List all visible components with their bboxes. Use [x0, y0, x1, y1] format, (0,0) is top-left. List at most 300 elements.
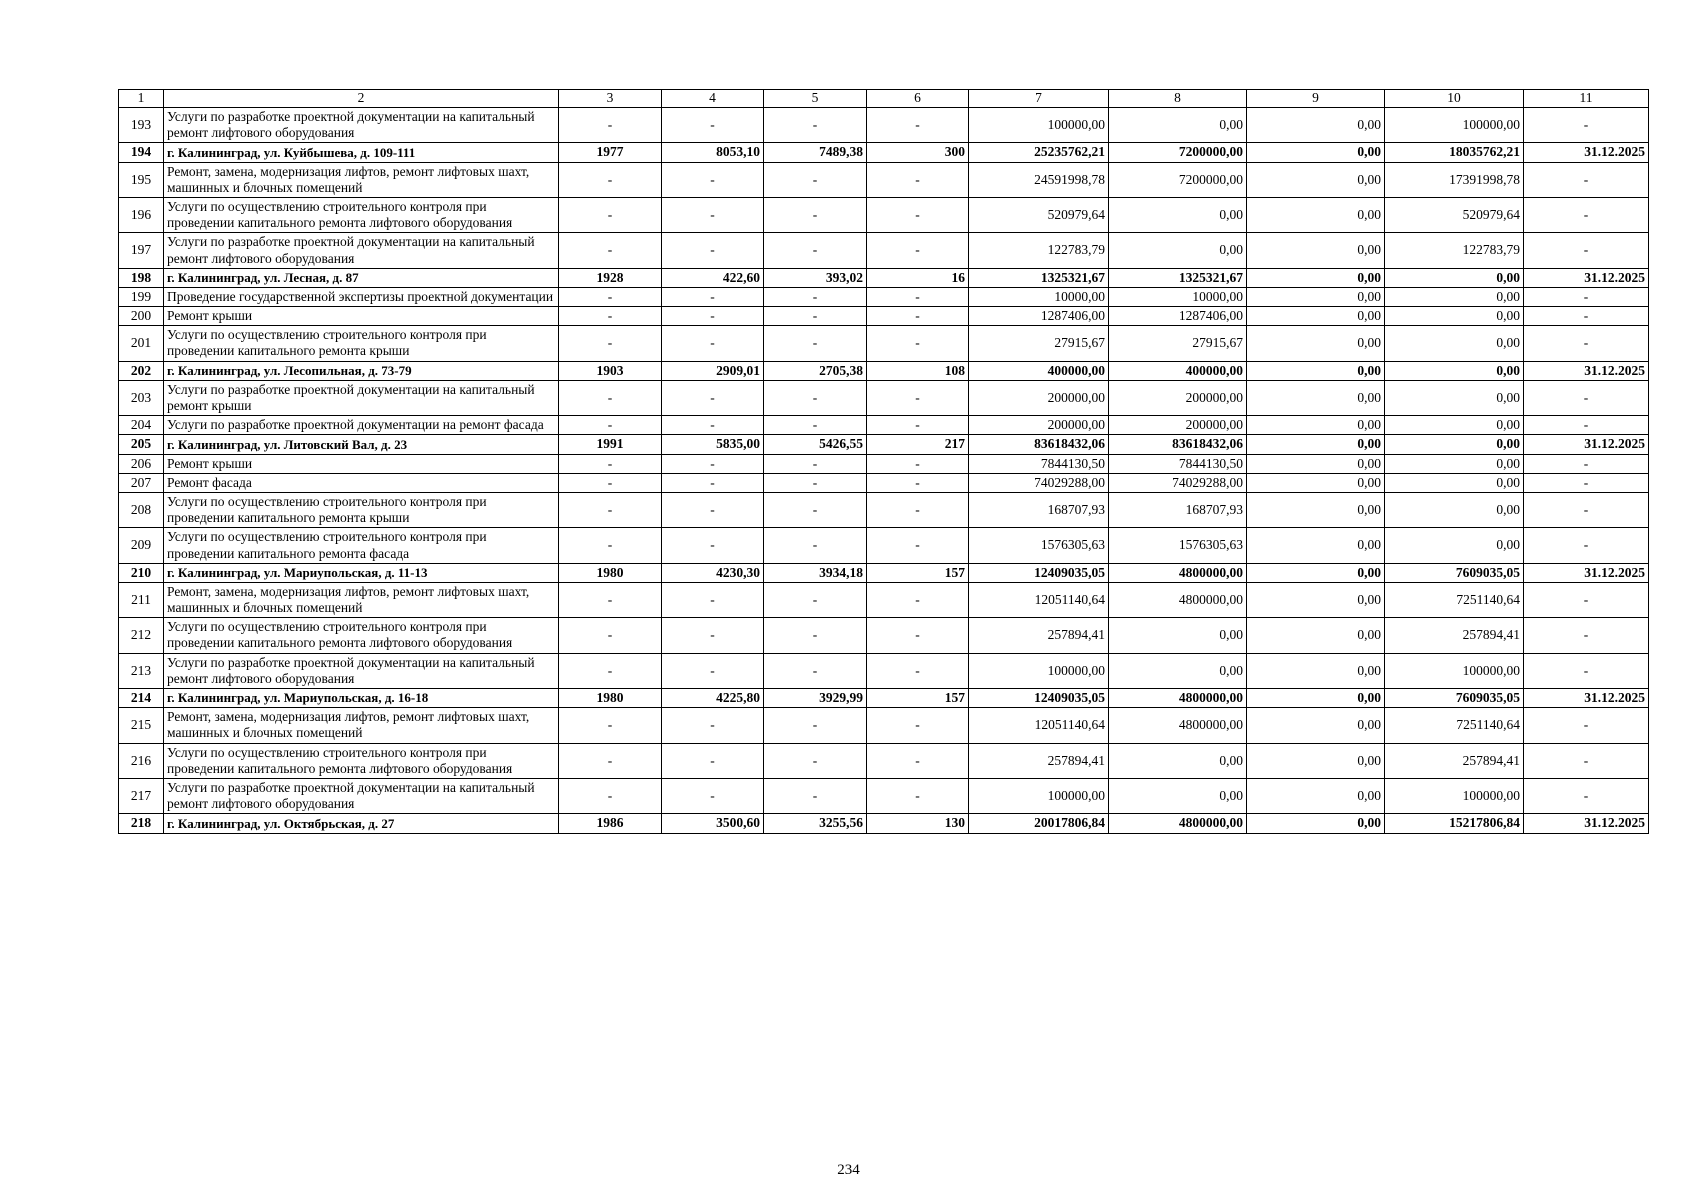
- budget-amount-cell: 0,00: [1247, 435, 1385, 454]
- owner-amount-cell: 0,00: [1385, 361, 1524, 380]
- total-cost-cell: 12051140,64: [969, 582, 1109, 617]
- description-cell: Услуги по осуществлению строительного контроля при проведении капитального ремонта крыши: [164, 492, 559, 527]
- owner-amount-cell: 0,00: [1385, 454, 1524, 473]
- area-living-cell: -: [764, 416, 867, 435]
- row-number-cell: 214: [119, 689, 164, 708]
- residents-cell: -: [867, 197, 969, 232]
- residents-cell: -: [867, 108, 969, 143]
- deadline-cell: -: [1524, 307, 1649, 326]
- description-cell: Услуги по осуществлению строительного контроля при проведении капитального ремонта лифтового оборудования: [164, 197, 559, 232]
- owner-amount-cell: 0,00: [1385, 307, 1524, 326]
- area-living-cell: -: [764, 326, 867, 361]
- area-living-cell: -: [764, 307, 867, 326]
- description-cell: Услуги по осуществлению строительного контроля при проведении капитального ремонта крыши: [164, 326, 559, 361]
- year-built-cell: -: [559, 778, 662, 813]
- area-living-cell: 393,02: [764, 268, 867, 287]
- residents-cell: 217: [867, 435, 969, 454]
- budget-amount-cell: 0,00: [1247, 618, 1385, 653]
- deadline-cell: -: [1524, 618, 1649, 653]
- budget-amount-cell: 0,00: [1247, 778, 1385, 813]
- deadline-cell: 31.12.2025: [1524, 268, 1649, 287]
- area-living-cell: 7489,38: [764, 143, 867, 162]
- fund-amount-cell: 1576305,63: [1109, 528, 1247, 563]
- budget-amount-cell: 0,00: [1247, 162, 1385, 197]
- total-cost-cell: 257894,41: [969, 618, 1109, 653]
- address-row: [119, 435, 1649, 454]
- description-cell: г. Калининград, ул. Литовский Вал, д. 23: [164, 435, 559, 454]
- table-row: [119, 307, 1649, 326]
- header-row: [119, 90, 1649, 108]
- table-row: [119, 492, 1649, 527]
- table-row: [119, 528, 1649, 563]
- year-built-cell: -: [559, 454, 662, 473]
- fund-amount-cell: 7844130,50: [1109, 454, 1247, 473]
- address-row: [119, 143, 1649, 162]
- fund-amount-cell: 0,00: [1109, 233, 1247, 268]
- total-cost-cell: 400000,00: [969, 361, 1109, 380]
- area-living-cell: -: [764, 108, 867, 143]
- residents-cell: -: [867, 778, 969, 813]
- row-number-cell: 205: [119, 435, 164, 454]
- area-living-cell: -: [764, 380, 867, 415]
- deadline-cell: 31.12.2025: [1524, 689, 1649, 708]
- owner-amount-cell: 0,00: [1385, 473, 1524, 492]
- owner-amount-cell: 0,00: [1385, 416, 1524, 435]
- total-cost-cell: 12409035,05: [969, 563, 1109, 582]
- owner-amount-cell: 0,00: [1385, 528, 1524, 563]
- area-total-cell: -: [662, 528, 764, 563]
- year-built-cell: -: [559, 743, 662, 778]
- table-row: [119, 326, 1649, 361]
- area-living-cell: -: [764, 492, 867, 527]
- description-cell: г. Калининград, ул. Мариупольская, д. 16-18: [164, 689, 559, 708]
- owner-amount-cell: 0,00: [1385, 492, 1524, 527]
- deadline-cell: -: [1524, 326, 1649, 361]
- area-total-cell: -: [662, 454, 764, 473]
- description-cell: Ремонт фасада: [164, 473, 559, 492]
- area-total-cell: -: [662, 653, 764, 688]
- header-cell-9: 9: [1247, 90, 1385, 108]
- row-number-cell: 203: [119, 380, 164, 415]
- year-built-cell: -: [559, 108, 662, 143]
- table-row: [119, 743, 1649, 778]
- row-number-cell: 208: [119, 492, 164, 527]
- budget-amount-cell: 0,00: [1247, 743, 1385, 778]
- budget-amount-cell: 0,00: [1247, 689, 1385, 708]
- area-living-cell: 3934,18: [764, 563, 867, 582]
- total-cost-cell: 12051140,64: [969, 708, 1109, 743]
- area-living-cell: -: [764, 743, 867, 778]
- total-cost-cell: 122783,79: [969, 233, 1109, 268]
- budget-table: [118, 89, 1649, 834]
- fund-amount-cell: 0,00: [1109, 778, 1247, 813]
- residents-cell: -: [867, 454, 969, 473]
- description-cell: Ремонт крыши: [164, 454, 559, 473]
- deadline-cell: -: [1524, 743, 1649, 778]
- area-living-cell: -: [764, 778, 867, 813]
- budget-amount-cell: 0,00: [1247, 268, 1385, 287]
- header-cell-8: 8: [1109, 90, 1247, 108]
- total-cost-cell: 200000,00: [969, 416, 1109, 435]
- budget-amount-cell: 0,00: [1247, 307, 1385, 326]
- description-cell: г. Калининград, ул. Куйбышева, д. 109-111: [164, 143, 559, 162]
- row-number-cell: 210: [119, 563, 164, 582]
- description-cell: г. Калининград, ул. Лесная, д. 87: [164, 268, 559, 287]
- budget-amount-cell: 0,00: [1247, 287, 1385, 306]
- description-cell: Проведение государственной экспертизы проектной документации: [164, 287, 559, 306]
- deadline-cell: -: [1524, 233, 1649, 268]
- area-total-cell: 3500,60: [662, 814, 764, 833]
- row-number-cell: 193: [119, 108, 164, 143]
- residents-cell: 130: [867, 814, 969, 833]
- row-number-cell: 215: [119, 708, 164, 743]
- fund-amount-cell: 7200000,00: [1109, 143, 1247, 162]
- total-cost-cell: 12409035,05: [969, 689, 1109, 708]
- area-total-cell: -: [662, 108, 764, 143]
- header-cell-6: 6: [867, 90, 969, 108]
- fund-amount-cell: 400000,00: [1109, 361, 1247, 380]
- description-cell: Услуги по разработке проектной документации на капитальный ремонт крыши: [164, 380, 559, 415]
- total-cost-cell: 200000,00: [969, 380, 1109, 415]
- fund-amount-cell: 0,00: [1109, 197, 1247, 232]
- year-built-cell: -: [559, 416, 662, 435]
- owner-amount-cell: 17391998,78: [1385, 162, 1524, 197]
- deadline-cell: -: [1524, 582, 1649, 617]
- residents-cell: -: [867, 307, 969, 326]
- table-row: [119, 653, 1649, 688]
- area-living-cell: -: [764, 528, 867, 563]
- total-cost-cell: 24591998,78: [969, 162, 1109, 197]
- deadline-cell: 31.12.2025: [1524, 143, 1649, 162]
- budget-amount-cell: 0,00: [1247, 108, 1385, 143]
- fund-amount-cell: 0,00: [1109, 653, 1247, 688]
- description-cell: Ремонт, замена, модернизация лифтов, ремонт лифтовых шахт, машинных и блочных помещений: [164, 582, 559, 617]
- description-cell: Услуги по разработке проектной документации на капитальный ремонт лифтового оборудования: [164, 778, 559, 813]
- owner-amount-cell: 257894,41: [1385, 618, 1524, 653]
- owner-amount-cell: 0,00: [1385, 326, 1524, 361]
- year-built-cell: -: [559, 582, 662, 617]
- header-cell-5: 5: [764, 90, 867, 108]
- row-number-cell: 197: [119, 233, 164, 268]
- row-number-cell: 194: [119, 143, 164, 162]
- budget-amount-cell: 0,00: [1247, 582, 1385, 617]
- residents-cell: 157: [867, 563, 969, 582]
- description-cell: Услуги по осуществлению строительного контроля при проведении капитального ремонта лифтового оборудования: [164, 618, 559, 653]
- area-total-cell: -: [662, 197, 764, 232]
- row-number-cell: 211: [119, 582, 164, 617]
- area-total-cell: -: [662, 492, 764, 527]
- row-number-cell: 204: [119, 416, 164, 435]
- owner-amount-cell: 7609035,05: [1385, 563, 1524, 582]
- residents-cell: -: [867, 380, 969, 415]
- deadline-cell: -: [1524, 708, 1649, 743]
- owner-amount-cell: 7251140,64: [1385, 708, 1524, 743]
- year-built-cell: 1980: [559, 563, 662, 582]
- row-number-cell: 212: [119, 618, 164, 653]
- budget-amount-cell: 0,00: [1247, 454, 1385, 473]
- residents-cell: -: [867, 233, 969, 268]
- area-living-cell: -: [764, 473, 867, 492]
- area-living-cell: -: [764, 162, 867, 197]
- deadline-cell: -: [1524, 162, 1649, 197]
- area-total-cell: -: [662, 380, 764, 415]
- area-total-cell: -: [662, 307, 764, 326]
- year-built-cell: 1991: [559, 435, 662, 454]
- owner-amount-cell: 257894,41: [1385, 743, 1524, 778]
- year-built-cell: -: [559, 492, 662, 527]
- fund-amount-cell: 0,00: [1109, 743, 1247, 778]
- year-built-cell: -: [559, 618, 662, 653]
- table-row: [119, 162, 1649, 197]
- year-built-cell: 1977: [559, 143, 662, 162]
- row-number-cell: 196: [119, 197, 164, 232]
- address-row: [119, 814, 1649, 833]
- owner-amount-cell: 100000,00: [1385, 108, 1524, 143]
- budget-amount-cell: 0,00: [1247, 528, 1385, 563]
- fund-amount-cell: 200000,00: [1109, 380, 1247, 415]
- total-cost-cell: 83618432,06: [969, 435, 1109, 454]
- deadline-cell: -: [1524, 528, 1649, 563]
- row-number-cell: 218: [119, 814, 164, 833]
- owner-amount-cell: 0,00: [1385, 268, 1524, 287]
- area-living-cell: -: [764, 454, 867, 473]
- fund-amount-cell: 4800000,00: [1109, 689, 1247, 708]
- area-total-cell: -: [662, 708, 764, 743]
- budget-amount-cell: 0,00: [1247, 326, 1385, 361]
- description-cell: Ремонт, замена, модернизация лифтов, ремонт лифтовых шахт, машинных и блочных помещений: [164, 708, 559, 743]
- area-total-cell: 5835,00: [662, 435, 764, 454]
- owner-amount-cell: 0,00: [1385, 287, 1524, 306]
- budget-amount-cell: 0,00: [1247, 814, 1385, 833]
- deadline-cell: -: [1524, 473, 1649, 492]
- area-total-cell: -: [662, 618, 764, 653]
- area-total-cell: 4230,30: [662, 563, 764, 582]
- residents-cell: -: [867, 653, 969, 688]
- budget-amount-cell: 0,00: [1247, 361, 1385, 380]
- budget-amount-cell: 0,00: [1247, 380, 1385, 415]
- area-total-cell: -: [662, 778, 764, 813]
- area-total-cell: -: [662, 416, 764, 435]
- fund-amount-cell: 200000,00: [1109, 416, 1247, 435]
- deadline-cell: -: [1524, 492, 1649, 527]
- residents-cell: 300: [867, 143, 969, 162]
- fund-amount-cell: 7200000,00: [1109, 162, 1247, 197]
- deadline-cell: -: [1524, 778, 1649, 813]
- table-row: [119, 380, 1649, 415]
- deadline-cell: -: [1524, 416, 1649, 435]
- year-built-cell: -: [559, 162, 662, 197]
- table-row: [119, 708, 1649, 743]
- description-cell: Услуги по разработке проектной документации на капитальный ремонт лифтового оборудования: [164, 653, 559, 688]
- description-cell: г. Калининград, ул. Октябрьская, д. 27: [164, 814, 559, 833]
- owner-amount-cell: 15217806,84: [1385, 814, 1524, 833]
- total-cost-cell: 10000,00: [969, 287, 1109, 306]
- residents-cell: -: [867, 708, 969, 743]
- residents-cell: -: [867, 618, 969, 653]
- budget-amount-cell: 0,00: [1247, 197, 1385, 232]
- table-row: [119, 778, 1649, 813]
- budget-amount-cell: 0,00: [1247, 653, 1385, 688]
- residents-cell: -: [867, 287, 969, 306]
- residents-cell: 16: [867, 268, 969, 287]
- total-cost-cell: 520979,64: [969, 197, 1109, 232]
- deadline-cell: 31.12.2025: [1524, 361, 1649, 380]
- total-cost-cell: 20017806,84: [969, 814, 1109, 833]
- budget-amount-cell: 0,00: [1247, 233, 1385, 268]
- year-built-cell: 1986: [559, 814, 662, 833]
- residents-cell: -: [867, 743, 969, 778]
- owner-amount-cell: 0,00: [1385, 380, 1524, 415]
- area-total-cell: -: [662, 473, 764, 492]
- fund-amount-cell: 1287406,00: [1109, 307, 1247, 326]
- fund-amount-cell: 27915,67: [1109, 326, 1247, 361]
- total-cost-cell: 100000,00: [969, 108, 1109, 143]
- area-total-cell: -: [662, 287, 764, 306]
- table-row: [119, 454, 1649, 473]
- owner-amount-cell: 7251140,64: [1385, 582, 1524, 617]
- budget-amount-cell: 0,00: [1247, 708, 1385, 743]
- table-row: [119, 473, 1649, 492]
- row-number-cell: 202: [119, 361, 164, 380]
- description-cell: Ремонт крыши: [164, 307, 559, 326]
- residents-cell: 108: [867, 361, 969, 380]
- header-cell-2: 2: [164, 90, 559, 108]
- fund-amount-cell: 83618432,06: [1109, 435, 1247, 454]
- address-row: [119, 563, 1649, 582]
- fund-amount-cell: 4800000,00: [1109, 814, 1247, 833]
- row-number-cell: 217: [119, 778, 164, 813]
- residents-cell: -: [867, 162, 969, 197]
- description-cell: Услуги по разработке проектной документации на капитальный ремонт лифтового оборудования: [164, 233, 559, 268]
- header-cell-10: 10: [1385, 90, 1524, 108]
- area-living-cell: 5426,55: [764, 435, 867, 454]
- address-row: [119, 268, 1649, 287]
- header-cell-1: 1: [119, 90, 164, 108]
- address-row: [119, 689, 1649, 708]
- table-row: [119, 416, 1649, 435]
- total-cost-cell: 27915,67: [969, 326, 1109, 361]
- table-row: [119, 287, 1649, 306]
- description-cell: Ремонт, замена, модернизация лифтов, ремонт лифтовых шахт, машинных и блочных помещений: [164, 162, 559, 197]
- deadline-cell: 31.12.2025: [1524, 563, 1649, 582]
- year-built-cell: -: [559, 653, 662, 688]
- table-row: [119, 108, 1649, 143]
- row-number-cell: 216: [119, 743, 164, 778]
- deadline-cell: -: [1524, 380, 1649, 415]
- fund-amount-cell: 0,00: [1109, 618, 1247, 653]
- owner-amount-cell: 7609035,05: [1385, 689, 1524, 708]
- header-cell-11: 11: [1524, 90, 1649, 108]
- fund-amount-cell: 4800000,00: [1109, 582, 1247, 617]
- total-cost-cell: 100000,00: [969, 653, 1109, 688]
- owner-amount-cell: 122783,79: [1385, 233, 1524, 268]
- deadline-cell: -: [1524, 197, 1649, 232]
- area-living-cell: -: [764, 287, 867, 306]
- row-number-cell: 209: [119, 528, 164, 563]
- row-number-cell: 195: [119, 162, 164, 197]
- total-cost-cell: 7844130,50: [969, 454, 1109, 473]
- year-built-cell: 1903: [559, 361, 662, 380]
- budget-amount-cell: 0,00: [1247, 563, 1385, 582]
- area-total-cell: -: [662, 162, 764, 197]
- residents-cell: -: [867, 326, 969, 361]
- description-cell: Услуги по разработке проектной документации на капитальный ремонт лифтового оборудования: [164, 108, 559, 143]
- area-total-cell: -: [662, 233, 764, 268]
- fund-amount-cell: 168707,93: [1109, 492, 1247, 527]
- total-cost-cell: 100000,00: [969, 778, 1109, 813]
- header-cell-4: 4: [662, 90, 764, 108]
- fund-amount-cell: 0,00: [1109, 108, 1247, 143]
- row-number-cell: 207: [119, 473, 164, 492]
- area-living-cell: -: [764, 233, 867, 268]
- area-total-cell: 4225,80: [662, 689, 764, 708]
- area-living-cell: -: [764, 582, 867, 617]
- description-cell: Услуги по осуществлению строительного контроля при проведении капитального ремонта лифтового оборудования: [164, 743, 559, 778]
- year-built-cell: -: [559, 473, 662, 492]
- area-living-cell: -: [764, 708, 867, 743]
- area-total-cell: -: [662, 582, 764, 617]
- year-built-cell: -: [559, 708, 662, 743]
- table-row: [119, 582, 1649, 617]
- year-built-cell: 1980: [559, 689, 662, 708]
- owner-amount-cell: 18035762,21: [1385, 143, 1524, 162]
- budget-amount-cell: 0,00: [1247, 416, 1385, 435]
- deadline-cell: -: [1524, 454, 1649, 473]
- fund-amount-cell: 1325321,67: [1109, 268, 1247, 287]
- description-cell: г. Калининград, ул. Лесопильная, д. 73-79: [164, 361, 559, 380]
- area-total-cell: -: [662, 743, 764, 778]
- area-living-cell: 3255,56: [764, 814, 867, 833]
- fund-amount-cell: 4800000,00: [1109, 563, 1247, 582]
- fund-amount-cell: 10000,00: [1109, 287, 1247, 306]
- description-cell: Услуги по разработке проектной документации на ремонт фасада: [164, 416, 559, 435]
- row-number-cell: 200: [119, 307, 164, 326]
- residents-cell: -: [867, 492, 969, 527]
- residents-cell: -: [867, 528, 969, 563]
- area-total-cell: 8053,10: [662, 143, 764, 162]
- row-number-cell: 213: [119, 653, 164, 688]
- total-cost-cell: 1325321,67: [969, 268, 1109, 287]
- year-built-cell: -: [559, 233, 662, 268]
- description-cell: г. Калининград, ул. Мариупольская, д. 11-13: [164, 563, 559, 582]
- page-number: 234: [837, 1162, 860, 1178]
- budget-amount-cell: 0,00: [1247, 473, 1385, 492]
- year-built-cell: 1928: [559, 268, 662, 287]
- total-cost-cell: 1576305,63: [969, 528, 1109, 563]
- fund-amount-cell: 74029288,00: [1109, 473, 1247, 492]
- description-cell: Услуги по осуществлению строительного контроля при проведении капитального ремонта фасада: [164, 528, 559, 563]
- area-living-cell: -: [764, 653, 867, 688]
- year-built-cell: -: [559, 380, 662, 415]
- owner-amount-cell: 100000,00: [1385, 653, 1524, 688]
- residents-cell: -: [867, 473, 969, 492]
- total-cost-cell: 74029288,00: [969, 473, 1109, 492]
- area-living-cell: -: [764, 197, 867, 232]
- area-total-cell: -: [662, 326, 764, 361]
- header-cell-7: 7: [969, 90, 1109, 108]
- deadline-cell: -: [1524, 287, 1649, 306]
- budget-amount-cell: 0,00: [1247, 492, 1385, 527]
- table-row: [119, 618, 1649, 653]
- residents-cell: 157: [867, 689, 969, 708]
- total-cost-cell: 25235762,21: [969, 143, 1109, 162]
- area-living-cell: -: [764, 618, 867, 653]
- deadline-cell: 31.12.2025: [1524, 435, 1649, 454]
- deadline-cell: -: [1524, 653, 1649, 688]
- fund-amount-cell: 4800000,00: [1109, 708, 1247, 743]
- owner-amount-cell: 520979,64: [1385, 197, 1524, 232]
- total-cost-cell: 168707,93: [969, 492, 1109, 527]
